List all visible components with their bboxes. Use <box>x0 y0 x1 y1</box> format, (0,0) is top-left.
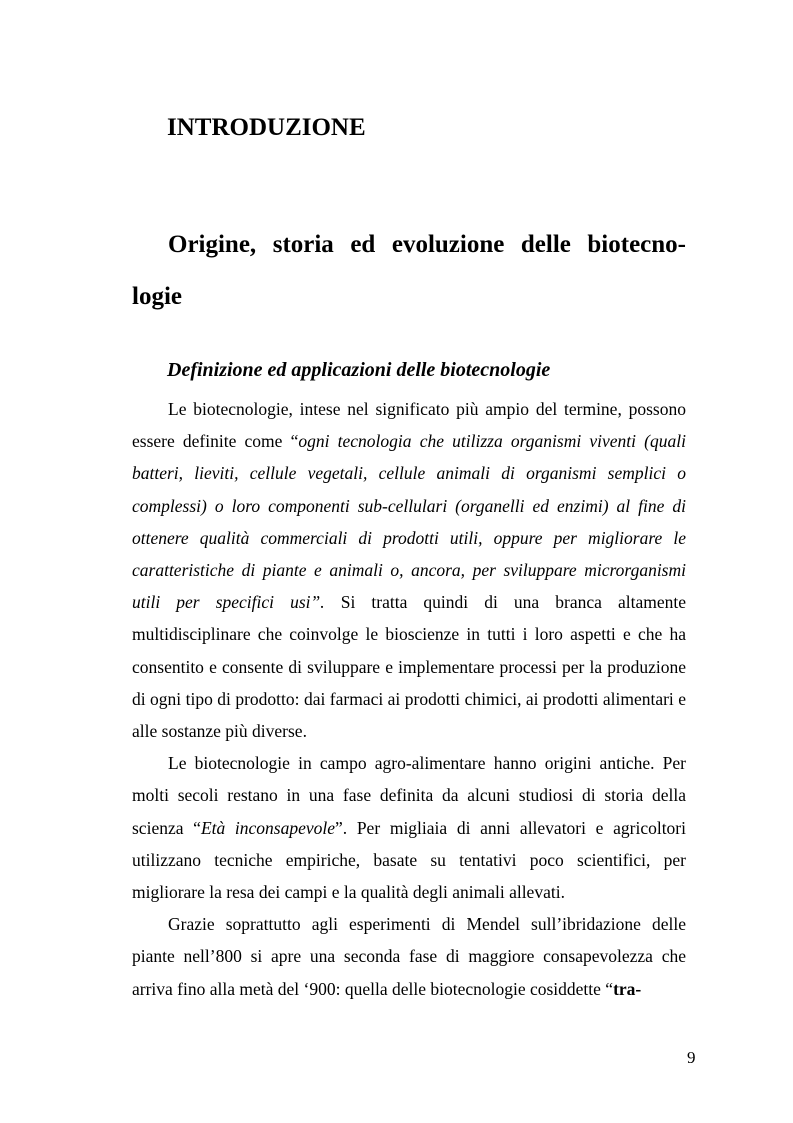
paragraph-3-bold-tail: tra- <box>613 978 642 999</box>
subsection-title: Definizione ed applicazioni delle biotecnologie <box>167 359 551 381</box>
paragraph-1-intro: Le biotecnologie, intese nel significato più ampio del termine, possono essere definite come “ <box>132 399 686 452</box>
paragraph-2-intro: Le biotecnologie in campo agro-alimentare hanno origini antiche. Per molti secoli restano in una fase definita da alcuni studiosi di storia della scienza “ <box>132 753 686 838</box>
paragraph-1-quote: ogni tecnologia che utilizza organismi viventi (quali batteri, lieviti, cellule vegetali, cellule animali di organismi semplici o complessi) o loro componenti sub-cellulari (organelli ed enzimi) al fine di ottenere qualità commerciali di prodotti utili, oppure per migliorare le caratteristiche di piante e animali o, ancora, per sviluppare microrganismi utili per specifici usi”. <box>132 431 686 613</box>
section-title <box>132 219 686 323</box>
section-title-line1: Origine, storia ed evoluzione delle biotecno- <box>168 231 686 258</box>
chapter-heading: INTRODUZIONE <box>167 114 366 141</box>
paragraph-3-text: Grazie soprattutto agli esperimenti di Mendel sull’ibridazione delle piante nell’800 si apre una seconda fase di maggiore consapevolezza che arriva fino alla metà del ‘900: quella delle biotecnologie cosiddette “ <box>132 914 686 999</box>
paragraph-2 <box>132 747 686 908</box>
paragraph-2-rest: ”. Per migliaia di anni allevatori e agricoltori utilizzano tecniche empiriche, basate su tentativi poco scientifici, per migliorare la resa dei campi e la qualità degli animali allevati. <box>132 817 686 903</box>
body-text <box>132 393 686 1005</box>
paragraph-3 <box>132 908 686 1005</box>
paragraph-1 <box>132 393 686 747</box>
section-title-line2: logie <box>132 283 182 310</box>
page-number: 9 <box>687 1048 696 1067</box>
paragraph-1-rest: Si tratta quindi di una branca altamente multidisciplinare che coinvolge le bioscienze in tutti i loro aspetti e che ha consentito e consente di sviluppare e implementare processi per la produzione di ogni tipo di prodotto: dai farmaci ai prodotti chimici, ai prodotti alimentari e alle sostanze più diverse. <box>132 592 686 742</box>
paragraph-2-emphasis: Età inconsapevole <box>200 817 336 838</box>
